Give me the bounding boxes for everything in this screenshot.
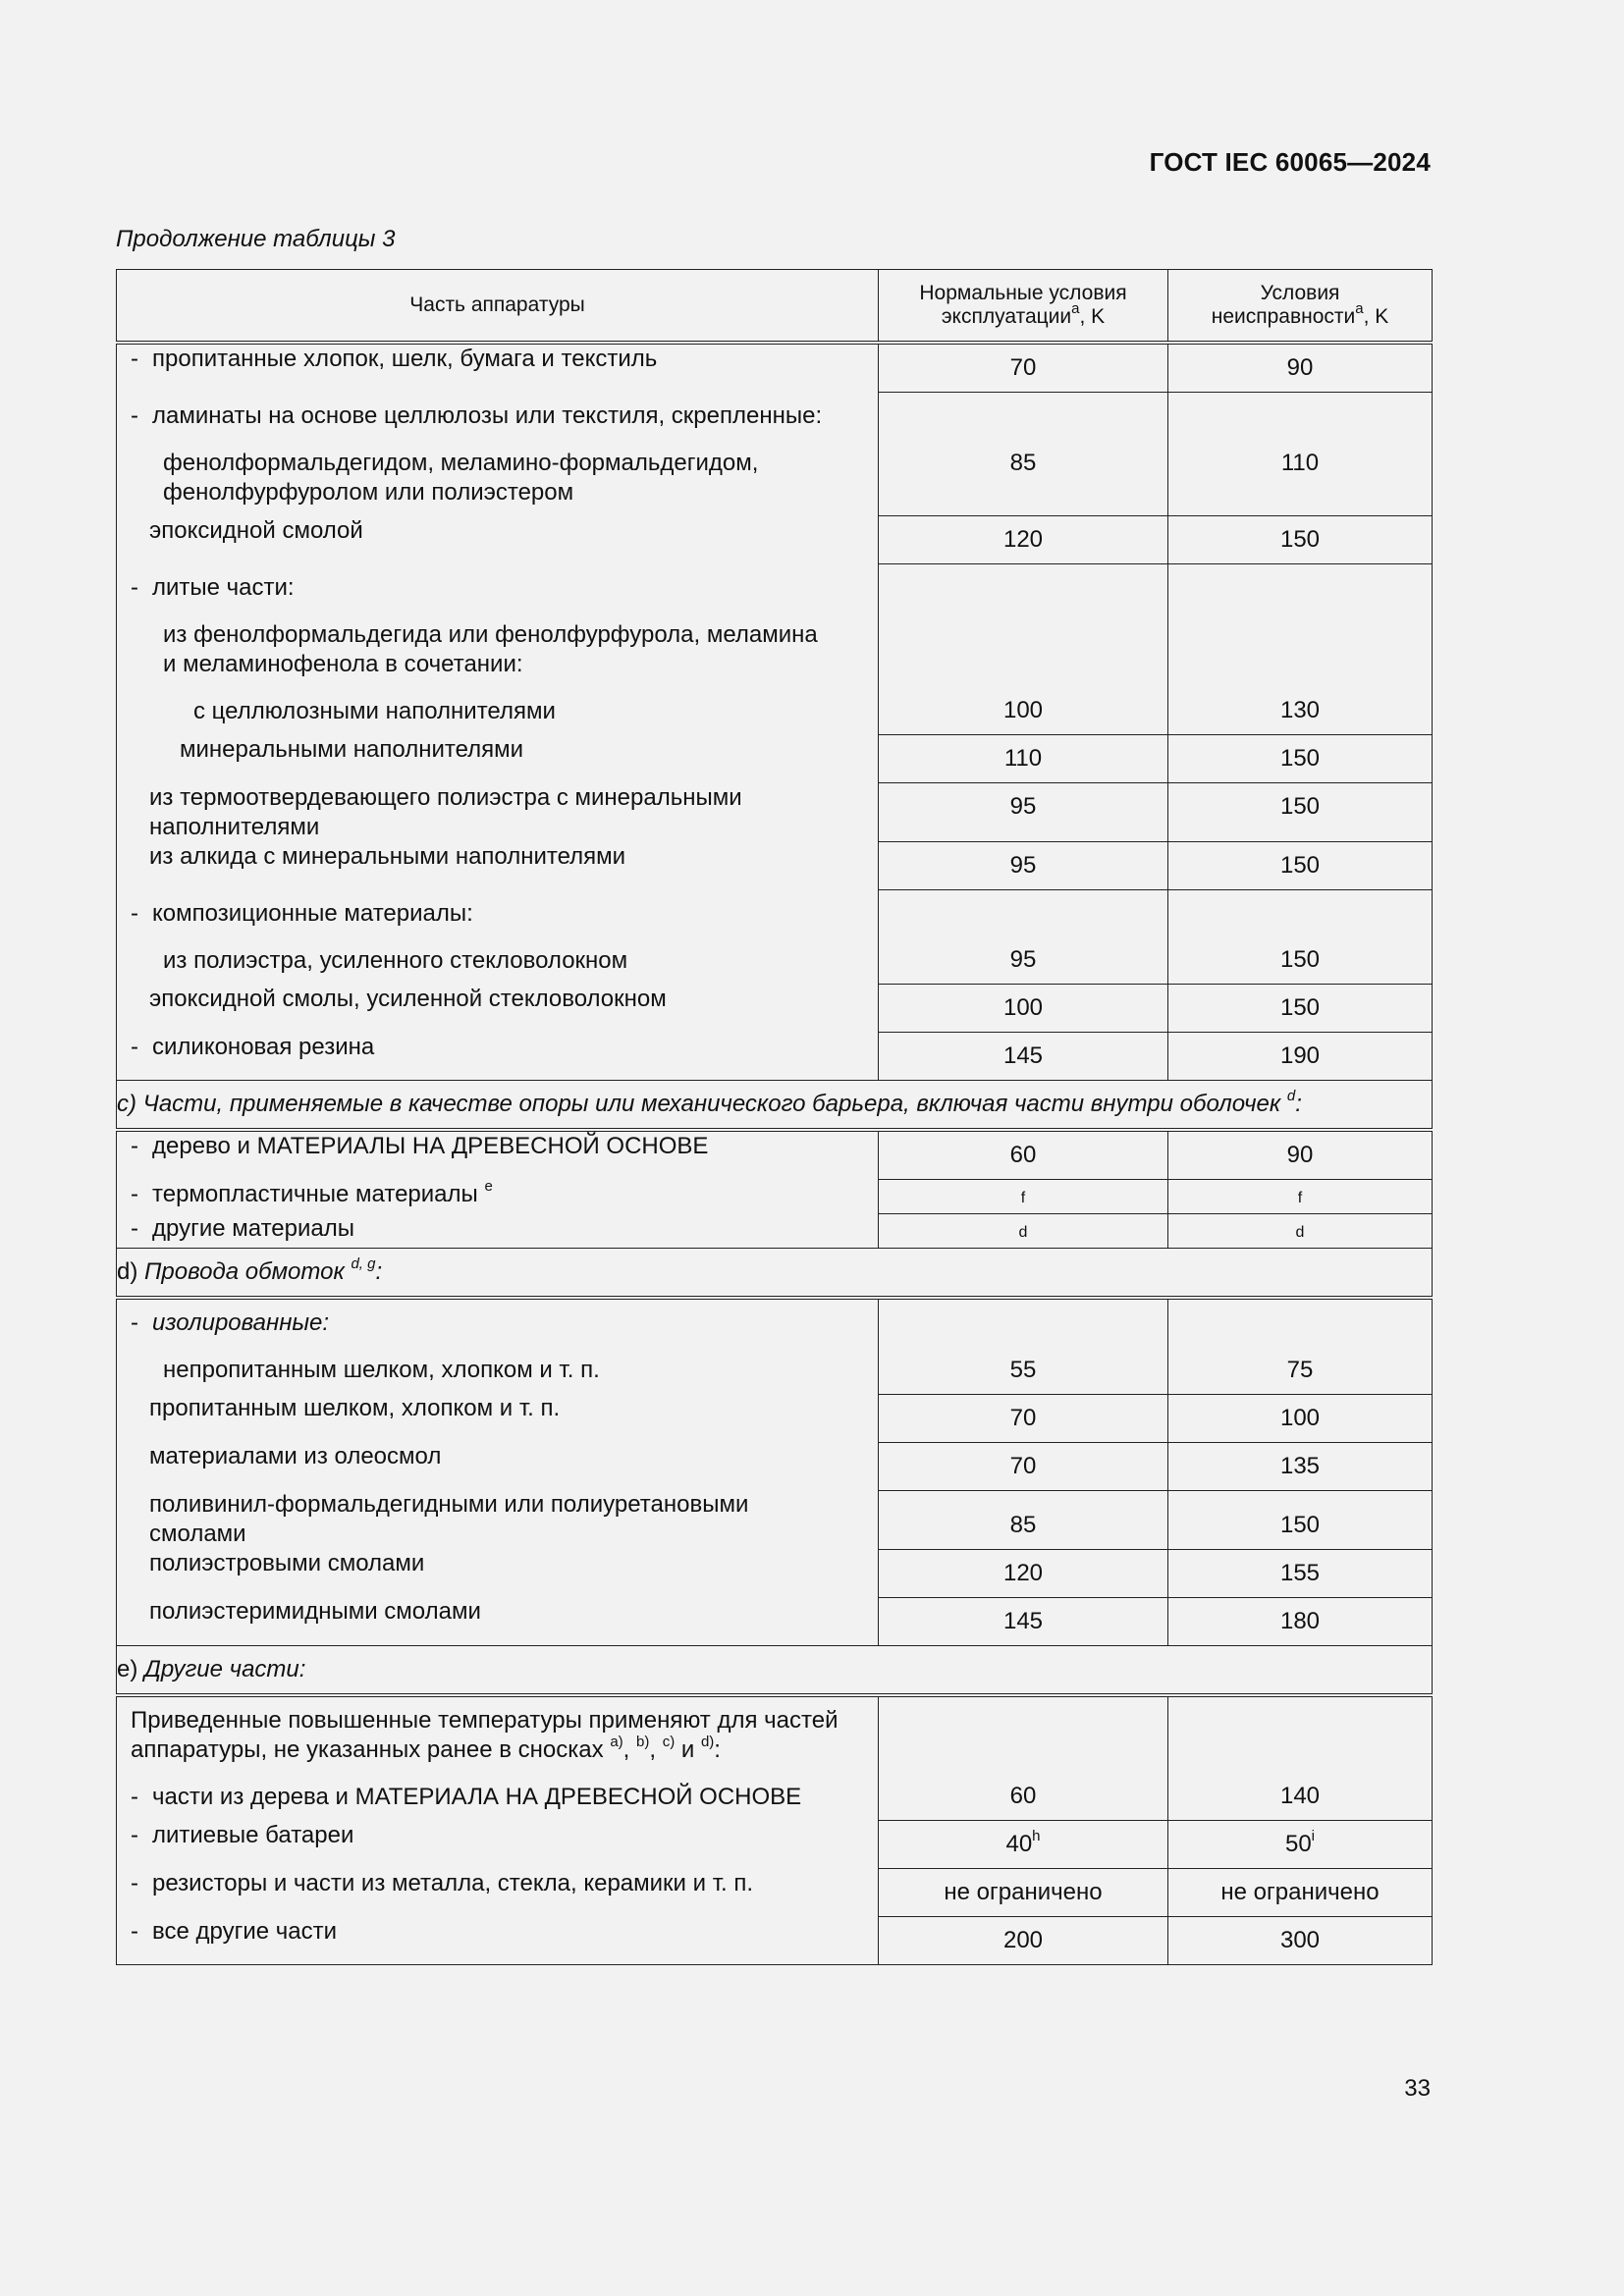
row-label: - дерево и МАТЕРИАЛЫ НА ДРЕВЕСНОЙ ОСНОВЕ — [117, 1130, 879, 1180]
fault-value: f — [1168, 1180, 1433, 1214]
row-label: - композиционные материалы: из полиэстра, усиленного стекловолокном — [117, 890, 879, 985]
row-label: Приведенные повышенные температуры применяют для частей аппаратуры, не указанных ранее в сносках $^{a)}$, $^{b)}$, $^{c)}$ и $^{d)}$: - части из дерева и МАТЕРИАЛА НА ДРЕВЕСНОЙ ОСНОВЕ — [117, 1695, 879, 1821]
fault-value: 300 — [1168, 1917, 1433, 1965]
fault-value: 150 — [1168, 890, 1433, 985]
table-row — [117, 564, 1433, 735]
row-label: - все другие части — [117, 1917, 879, 1965]
table-row — [117, 1214, 1433, 1249]
table-row — [117, 1298, 1433, 1394]
table-row — [117, 1442, 1433, 1490]
fault-value: 150 — [1168, 985, 1433, 1033]
section-row — [117, 1249, 1433, 1299]
fault-value: 110 — [1168, 393, 1433, 516]
header-fault: Условия неисправности$^a$, K — [1168, 270, 1433, 344]
fault-value: 90 — [1168, 343, 1433, 393]
fault-value: 150 — [1168, 516, 1433, 564]
table-row — [117, 1917, 1433, 1965]
fault-value: 155 — [1168, 1549, 1433, 1597]
fault-value: 150 — [1168, 842, 1433, 890]
normal-value: 85 — [879, 1490, 1168, 1549]
document-code: ГОСТ IEC 60065—2024 — [1149, 147, 1431, 177]
fault-value: 75 — [1168, 1298, 1433, 1394]
row-label: эпоксидной смолы, усиленной стекловолокном — [117, 985, 879, 1033]
section-row — [117, 1645, 1433, 1695]
table-row — [117, 516, 1433, 564]
fault-value: 130 — [1168, 564, 1433, 735]
normal-value: 100 — [879, 985, 1168, 1033]
fault-value: 190 — [1168, 1033, 1433, 1081]
normal-value: 85 — [879, 393, 1168, 516]
normal-value: 120 — [879, 1549, 1168, 1597]
table-row — [117, 1549, 1433, 1597]
row-label: - литиевые батареи — [117, 1821, 879, 1869]
fault-value: 150 — [1168, 1490, 1433, 1549]
normal-value: 95 — [879, 783, 1168, 842]
normal-value: d — [879, 1214, 1168, 1249]
section-c-heading: c) Части, применяемые в качестве опоры или механического барьера, включая части внутри оболочек $^d$: — [117, 1081, 1433, 1131]
fault-value: 180 — [1168, 1597, 1433, 1645]
fault-value: 135 — [1168, 1442, 1433, 1490]
section-d-heading: d) Провода обмоток $^{d, g}$: — [117, 1249, 1433, 1299]
table-row — [117, 1597, 1433, 1645]
row-label: эпоксидной смолой — [117, 516, 879, 564]
fault-value: 150 — [1168, 735, 1433, 783]
fault-value: 90 — [1168, 1130, 1433, 1180]
temperature-rise-table — [116, 269, 1433, 1965]
row-label: пропитанным шелком, хлопком и т. п. — [117, 1394, 879, 1442]
row-label: - другие материалы — [117, 1214, 879, 1249]
section-e-heading: e) Другие части: — [117, 1645, 1433, 1695]
table-row — [117, 1821, 1433, 1869]
normal-value: 60 — [879, 1695, 1168, 1821]
row-label: из термоотвердевающего полиэстра с минеральными наполнителями — [117, 783, 879, 842]
fault-value: 100 — [1168, 1394, 1433, 1442]
row-label: поливинил-формальдегидными или полиуретановыми смолами — [117, 1490, 879, 1549]
row-label: полиэстровыми смолами — [117, 1549, 879, 1597]
fault-value: d — [1168, 1214, 1433, 1249]
fault-value: не ограничено — [1168, 1869, 1433, 1917]
header-normal: Нормальные условия эксплуатации$^a$, K — [879, 270, 1168, 344]
normal-value: 200 — [879, 1917, 1168, 1965]
normal-value: 70 — [879, 1394, 1168, 1442]
section-row — [117, 1081, 1433, 1131]
fault-value: 50$^i$ — [1168, 1821, 1433, 1869]
table-header-row — [117, 270, 1433, 344]
fault-value: 150 — [1168, 783, 1433, 842]
row-label: - изолированные: непропитанным шелком, хлопком и т. п. — [117, 1298, 879, 1394]
table-row — [117, 1394, 1433, 1442]
table-row — [117, 393, 1433, 516]
normal-value: 110 — [879, 735, 1168, 783]
normal-value: 95 — [879, 890, 1168, 985]
row-label: материалами из олеосмол — [117, 1442, 879, 1490]
table-row — [117, 1869, 1433, 1917]
normal-value: f — [879, 1180, 1168, 1214]
table-row — [117, 343, 1433, 393]
table-row — [117, 1130, 1433, 1180]
normal-value: не ограничено — [879, 1869, 1168, 1917]
table-row — [117, 1180, 1433, 1214]
normal-value: 55 — [879, 1298, 1168, 1394]
table-row — [117, 783, 1433, 842]
normal-value: 145 — [879, 1597, 1168, 1645]
row-label: из алкида с минеральными наполнителями — [117, 842, 879, 890]
table-row — [117, 1695, 1433, 1821]
row-label: - термопластичные материалы $^e$ — [117, 1180, 879, 1214]
normal-value: 60 — [879, 1130, 1168, 1180]
row-label: - литые части: из фенолформальдегида или фенолфурфурола, меламина и меламинофенола в сочетании: с целлюлозными наполнителями — [117, 564, 879, 735]
normal-value: 100 — [879, 564, 1168, 735]
fault-value: 140 — [1168, 1695, 1433, 1821]
row-label: полиэстеримидными смолами — [117, 1597, 879, 1645]
row-label: - резисторы и части из металла, стекла, керамики и т. п. — [117, 1869, 879, 1917]
row-label: минеральными наполнителями — [117, 735, 879, 783]
normal-value: 145 — [879, 1033, 1168, 1081]
normal-value: 70 — [879, 1442, 1168, 1490]
table-caption: Продолжение таблицы 3 — [116, 226, 396, 252]
normal-value: 40$^h$ — [879, 1821, 1168, 1869]
table-row — [117, 735, 1433, 783]
row-label: - пропитанные хлопок, шелк, бумага и текстиль — [117, 343, 879, 393]
table-row — [117, 1033, 1433, 1081]
row-label: - ламинаты на основе целлюлозы или текстиля, скрепленные: фенолформальдегидом, меламино-формальдегидом, фенолфурфуролом или полиэстером — [117, 393, 879, 516]
header-part: Часть аппаратуры — [117, 270, 879, 344]
page-number: 33 — [1404, 2075, 1431, 2102]
normal-value: 70 — [879, 343, 1168, 393]
normal-value: 95 — [879, 842, 1168, 890]
table-row — [117, 985, 1433, 1033]
table-row — [117, 842, 1433, 890]
table-row — [117, 890, 1433, 985]
table-row — [117, 1490, 1433, 1549]
normal-value: 120 — [879, 516, 1168, 564]
row-label: - силиконовая резина — [117, 1033, 879, 1081]
